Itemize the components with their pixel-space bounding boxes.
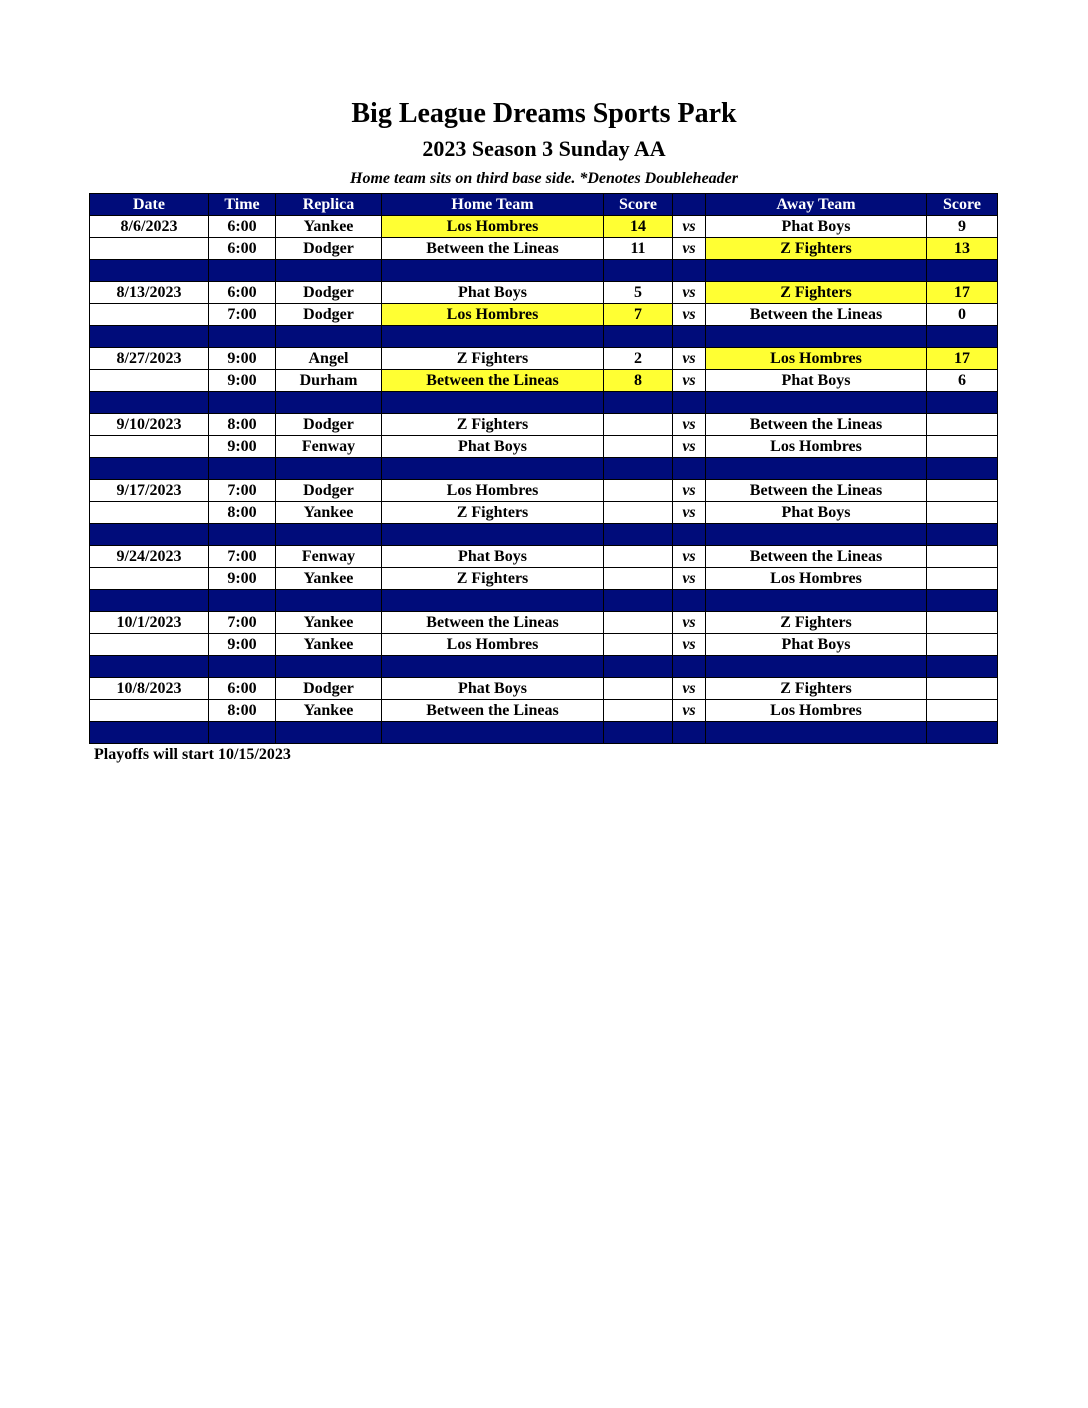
- game-date: 9/17/2023: [90, 480, 209, 502]
- game-replica: Dodger: [276, 414, 382, 436]
- away-score: [927, 568, 998, 590]
- vs-label: vs: [673, 370, 706, 392]
- away-team: Phat Boys: [706, 370, 927, 392]
- home-team: Los Hombres: [382, 304, 604, 326]
- header-home-team: Home Team: [382, 194, 604, 216]
- divider-cell: [673, 590, 706, 612]
- divider-cell: [90, 524, 209, 546]
- home-team: Los Hombres: [382, 634, 604, 656]
- game-date: [90, 502, 209, 524]
- divider-cell: [209, 392, 276, 414]
- away-team: Los Hombres: [706, 348, 927, 370]
- away-team: Z Fighters: [706, 282, 927, 304]
- game-row: [90, 502, 998, 524]
- week-divider: [90, 524, 998, 546]
- away-team: Los Hombres: [706, 436, 927, 458]
- divider-cell: [90, 722, 209, 744]
- game-replica: Yankee: [276, 700, 382, 722]
- header-date: Date: [90, 194, 209, 216]
- divider-cell: [276, 524, 382, 546]
- game-time: 9:00: [209, 436, 276, 458]
- vs-label: vs: [673, 502, 706, 524]
- game-time: 7:00: [209, 480, 276, 502]
- home-team: Los Hombres: [382, 480, 604, 502]
- divider-cell: [927, 524, 998, 546]
- divider-cell: [673, 326, 706, 348]
- game-time: 8:00: [209, 502, 276, 524]
- vs-label: vs: [673, 436, 706, 458]
- game-date: 8/27/2023: [90, 348, 209, 370]
- divider-cell: [927, 326, 998, 348]
- vs-label: vs: [673, 568, 706, 590]
- game-time: 9:00: [209, 348, 276, 370]
- game-replica: Yankee: [276, 634, 382, 656]
- away-team: Los Hombres: [706, 700, 927, 722]
- divider-cell: [209, 722, 276, 744]
- home-team: Z Fighters: [382, 568, 604, 590]
- header-home-score: Score: [604, 194, 673, 216]
- home-team: Between the Lineas: [382, 370, 604, 392]
- divider-cell: [604, 392, 673, 414]
- game-time: 6:00: [209, 282, 276, 304]
- game-replica: Dodger: [276, 678, 382, 700]
- divider-cell: [927, 590, 998, 612]
- away-score: 9: [927, 216, 998, 238]
- game-time: 7:00: [209, 304, 276, 326]
- divider-cell: [276, 590, 382, 612]
- game-time: 6:00: [209, 216, 276, 238]
- divider-cell: [706, 326, 927, 348]
- header-time: Time: [209, 194, 276, 216]
- home-score: 5: [604, 282, 673, 304]
- game-date: 8/6/2023: [90, 216, 209, 238]
- divider-cell: [276, 392, 382, 414]
- divider-cell: [209, 524, 276, 546]
- game-time: 6:00: [209, 678, 276, 700]
- away-score: [927, 414, 998, 436]
- away-score: 0: [927, 304, 998, 326]
- home-team: Phat Boys: [382, 546, 604, 568]
- game-date: [90, 238, 209, 260]
- away-score: [927, 678, 998, 700]
- game-row: [90, 568, 998, 590]
- away-team: Between the Lineas: [706, 304, 927, 326]
- divider-cell: [706, 524, 927, 546]
- divider-cell: [382, 524, 604, 546]
- vs-label: vs: [673, 546, 706, 568]
- away-team: Between the Lineas: [706, 546, 927, 568]
- divider-cell: [604, 656, 673, 678]
- divider-cell: [276, 458, 382, 480]
- week-divider: [90, 260, 998, 282]
- game-row: [90, 436, 998, 458]
- away-team: Phat Boys: [706, 502, 927, 524]
- away-team: Between the Lineas: [706, 414, 927, 436]
- divider-cell: [382, 590, 604, 612]
- vs-label: vs: [673, 304, 706, 326]
- divider-cell: [927, 458, 998, 480]
- game-time: 9:00: [209, 634, 276, 656]
- away-team: Between the Lineas: [706, 480, 927, 502]
- game-row: [90, 546, 998, 568]
- away-team: Z Fighters: [706, 238, 927, 260]
- away-team: Z Fighters: [706, 612, 927, 634]
- home-score: [604, 700, 673, 722]
- divider-cell: [90, 656, 209, 678]
- game-date: [90, 634, 209, 656]
- away-team: Los Hombres: [706, 568, 927, 590]
- home-team: Phat Boys: [382, 678, 604, 700]
- divider-cell: [209, 458, 276, 480]
- vs-label: vs: [673, 634, 706, 656]
- game-row: [90, 216, 998, 238]
- away-score: [927, 700, 998, 722]
- divider-cell: [706, 722, 927, 744]
- vs-label: vs: [673, 414, 706, 436]
- divider-cell: [706, 590, 927, 612]
- divider-cell: [706, 656, 927, 678]
- away-score: 13: [927, 238, 998, 260]
- header-vs: [673, 194, 706, 216]
- home-score: [604, 612, 673, 634]
- home-team: Z Fighters: [382, 502, 604, 524]
- game-date: [90, 700, 209, 722]
- game-replica: Dodger: [276, 282, 382, 304]
- divider-cell: [604, 590, 673, 612]
- home-team: Between the Lineas: [382, 612, 604, 634]
- week-divider: [90, 656, 998, 678]
- schedule-body: [90, 216, 998, 744]
- away-score: [927, 502, 998, 524]
- game-date: 9/24/2023: [90, 546, 209, 568]
- game-row: [90, 414, 998, 436]
- divider-cell: [673, 656, 706, 678]
- divider-cell: [382, 326, 604, 348]
- week-divider: [90, 326, 998, 348]
- week-divider: [90, 458, 998, 480]
- divider-cell: [673, 722, 706, 744]
- game-time: 9:00: [209, 370, 276, 392]
- divider-cell: [604, 260, 673, 282]
- game-replica: Durham: [276, 370, 382, 392]
- vs-label: vs: [673, 678, 706, 700]
- away-team: Phat Boys: [706, 634, 927, 656]
- game-row: [90, 304, 998, 326]
- home-score: [604, 414, 673, 436]
- divider-cell: [706, 260, 927, 282]
- divider-cell: [604, 524, 673, 546]
- home-score: [604, 480, 673, 502]
- home-team: Los Hombres: [382, 216, 604, 238]
- vs-label: vs: [673, 216, 706, 238]
- divider-cell: [927, 656, 998, 678]
- home-team: Between the Lineas: [382, 238, 604, 260]
- away-score: [927, 612, 998, 634]
- game-date: 9/10/2023: [90, 414, 209, 436]
- away-score: 17: [927, 282, 998, 304]
- game-date: 10/1/2023: [90, 612, 209, 634]
- vs-label: vs: [673, 348, 706, 370]
- divider-cell: [382, 392, 604, 414]
- game-time: 9:00: [209, 568, 276, 590]
- divider-cell: [90, 260, 209, 282]
- page-subtitle: 2023 Season 3 Sunday AA: [422, 136, 666, 161]
- header-replica: Replica: [276, 194, 382, 216]
- divider-cell: [90, 458, 209, 480]
- week-divider: [90, 722, 998, 744]
- home-team: Z Fighters: [382, 348, 604, 370]
- vs-label: vs: [673, 282, 706, 304]
- game-row: [90, 480, 998, 502]
- schedule-note: Home team sits on third base side. *Denotes Doubleheader: [350, 170, 738, 187]
- game-date: 10/8/2023: [90, 678, 209, 700]
- home-team: Z Fighters: [382, 414, 604, 436]
- divider-cell: [604, 458, 673, 480]
- divider-cell: [673, 524, 706, 546]
- header-row: [90, 194, 998, 216]
- schedule-table: [89, 193, 998, 744]
- home-score: [604, 546, 673, 568]
- divider-cell: [382, 260, 604, 282]
- week-divider: [90, 590, 998, 612]
- divider-cell: [706, 392, 927, 414]
- home-score: [604, 678, 673, 700]
- divider-cell: [209, 260, 276, 282]
- away-team: Z Fighters: [706, 678, 927, 700]
- vs-label: vs: [673, 612, 706, 634]
- home-team: Between the Lineas: [382, 700, 604, 722]
- game-time: 8:00: [209, 414, 276, 436]
- game-time: 6:00: [209, 238, 276, 260]
- away-score: 17: [927, 348, 998, 370]
- divider-cell: [382, 722, 604, 744]
- game-replica: Yankee: [276, 612, 382, 634]
- game-date: [90, 568, 209, 590]
- game-row: [90, 282, 998, 304]
- game-row: [90, 678, 998, 700]
- divider-cell: [382, 458, 604, 480]
- game-date: [90, 436, 209, 458]
- game-row: [90, 238, 998, 260]
- game-replica: Yankee: [276, 216, 382, 238]
- vs-label: vs: [673, 480, 706, 502]
- vs-label: vs: [673, 700, 706, 722]
- divider-cell: [673, 260, 706, 282]
- vs-label: vs: [673, 238, 706, 260]
- home-score: 14: [604, 216, 673, 238]
- home-team: Phat Boys: [382, 282, 604, 304]
- week-divider: [90, 392, 998, 414]
- divider-cell: [90, 590, 209, 612]
- divider-cell: [276, 722, 382, 744]
- game-replica: Dodger: [276, 238, 382, 260]
- divider-cell: [276, 656, 382, 678]
- divider-cell: [927, 722, 998, 744]
- away-score: 6: [927, 370, 998, 392]
- home-score: 11: [604, 238, 673, 260]
- divider-cell: [90, 326, 209, 348]
- game-row: [90, 348, 998, 370]
- game-replica: Fenway: [276, 436, 382, 458]
- game-date: [90, 304, 209, 326]
- divider-cell: [927, 392, 998, 414]
- game-date: 8/13/2023: [90, 282, 209, 304]
- home-score: [604, 568, 673, 590]
- home-score: 7: [604, 304, 673, 326]
- away-score: [927, 634, 998, 656]
- divider-cell: [706, 458, 927, 480]
- divider-cell: [276, 326, 382, 348]
- game-date: [90, 370, 209, 392]
- game-replica: Yankee: [276, 568, 382, 590]
- divider-cell: [604, 326, 673, 348]
- divider-cell: [209, 590, 276, 612]
- header-away-score: Score: [927, 194, 998, 216]
- game-replica: Dodger: [276, 304, 382, 326]
- game-row: [90, 612, 998, 634]
- home-score: [604, 436, 673, 458]
- divider-cell: [673, 458, 706, 480]
- game-row: [90, 700, 998, 722]
- game-replica: Angel: [276, 348, 382, 370]
- game-row: [90, 634, 998, 656]
- home-score: [604, 634, 673, 656]
- game-row: [90, 370, 998, 392]
- home-score: 2: [604, 348, 673, 370]
- away-team: Phat Boys: [706, 216, 927, 238]
- divider-cell: [927, 260, 998, 282]
- header-away-team: Away Team: [706, 194, 927, 216]
- game-replica: Yankee: [276, 502, 382, 524]
- playoffs-note: Playoffs will start 10/15/2023: [94, 746, 291, 763]
- divider-cell: [604, 722, 673, 744]
- game-time: 8:00: [209, 700, 276, 722]
- divider-cell: [382, 656, 604, 678]
- divider-cell: [90, 392, 209, 414]
- home-score: [604, 502, 673, 524]
- page-title: Big League Dreams Sports Park: [351, 98, 737, 129]
- divider-cell: [209, 326, 276, 348]
- game-time: 7:00: [209, 546, 276, 568]
- game-replica: Dodger: [276, 480, 382, 502]
- away-score: [927, 546, 998, 568]
- game-replica: Fenway: [276, 546, 382, 568]
- away-score: [927, 436, 998, 458]
- divider-cell: [276, 260, 382, 282]
- game-time: 7:00: [209, 612, 276, 634]
- divider-cell: [673, 392, 706, 414]
- divider-cell: [209, 656, 276, 678]
- home-team: Phat Boys: [382, 436, 604, 458]
- away-score: [927, 480, 998, 502]
- home-score: 8: [604, 370, 673, 392]
